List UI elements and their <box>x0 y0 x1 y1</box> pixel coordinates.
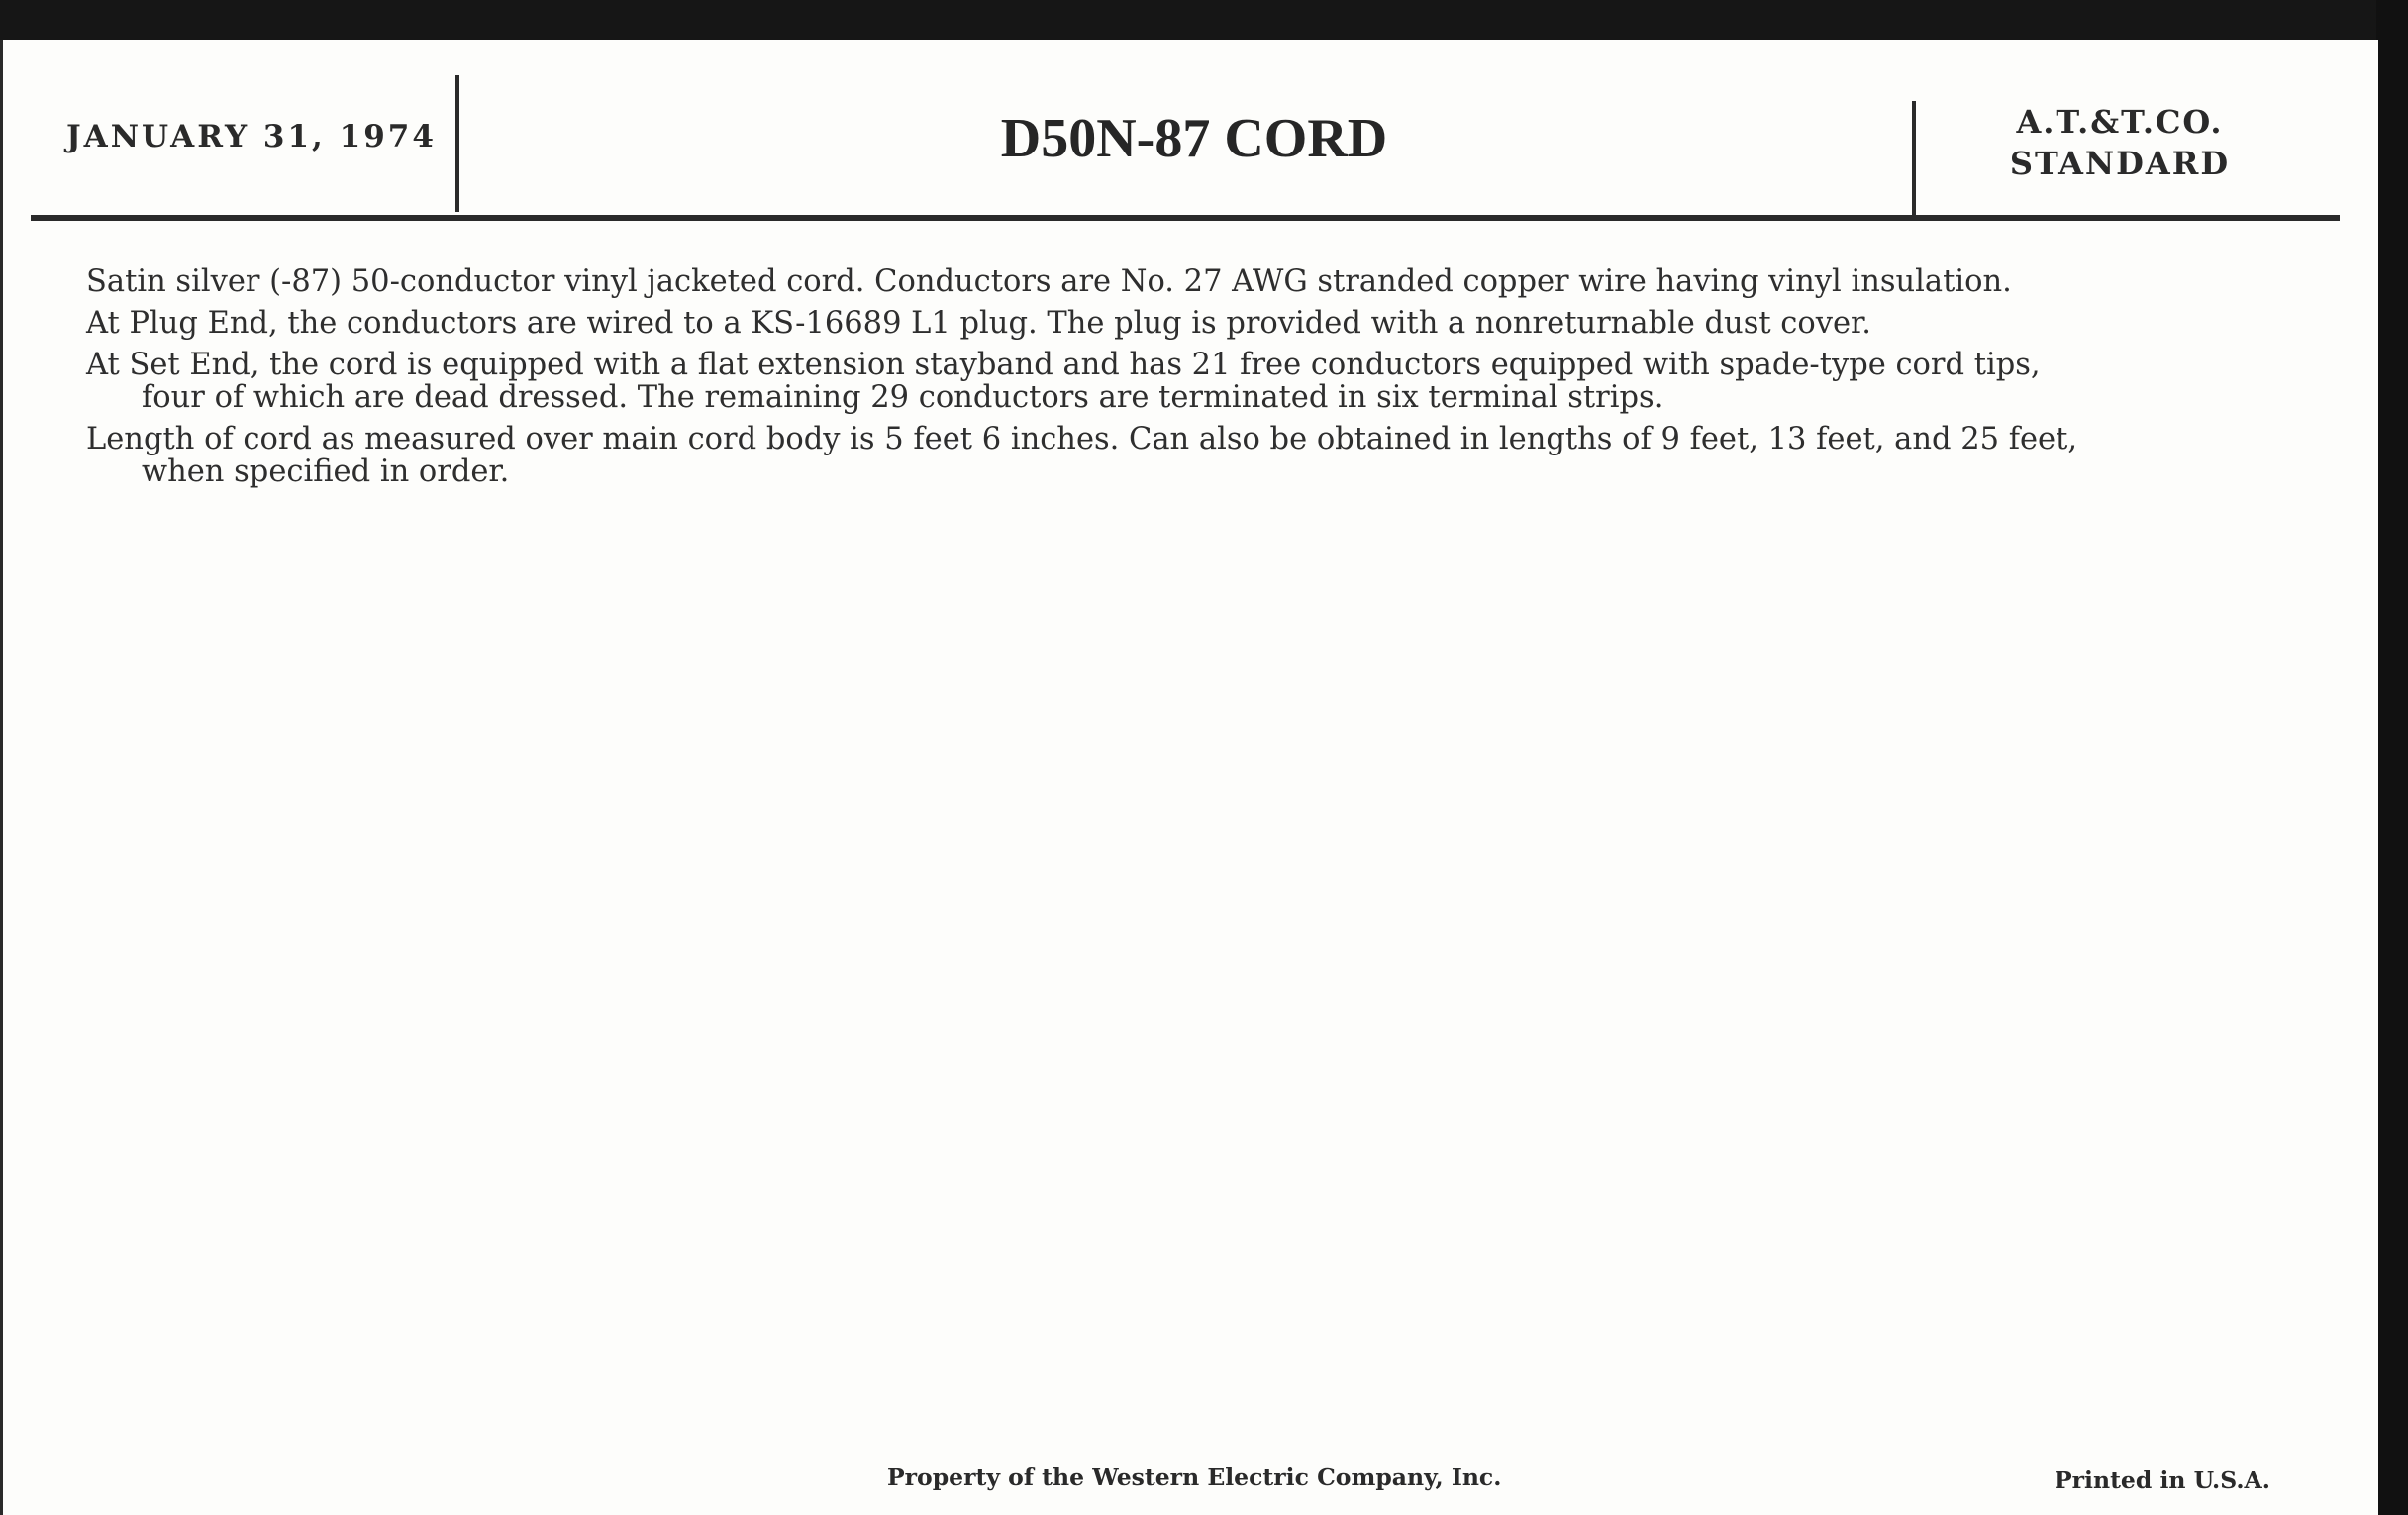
header-divider-left <box>455 75 459 212</box>
standard-label-line2: STANDARD <box>2009 145 2231 182</box>
paragraph-description: Satin silver (-87) 50-conductor vinyl jacketed cord. Conductors are No. 27 AWG stranded copper wire having vinyl insulation. <box>86 264 2012 299</box>
header-divider-right <box>1912 101 1916 218</box>
paragraph-set-end: At Set End, the cord is equipped with a flat extension stayband and has 21 free conductors equipped with spade-type cord tips, four of which are dead dressed. The remaining 29 conductors are terminated in six terminal strips. <box>86 348 2041 415</box>
specification-card <box>0 40 2378 1515</box>
card-body <box>86 265 2294 497</box>
paragraph-length: Length of cord as measured over main cord body is 5 feet 6 inches. Can also be obtained in lengths of 9 feet, 13 feet, and 25 feet, when specified in order. <box>86 422 2078 489</box>
scan-right-border <box>2376 0 2408 1515</box>
paragraph-plug-end: At Plug End, the conductors are wired to a KS-16689 L1 plug. The plug is provided with a nonreturnable dust cover. <box>86 306 1871 341</box>
standard-label-line1: A.T.&T.CO. <box>2016 103 2224 141</box>
footer-property-notice: Property of the Western Electric Company, Inc. <box>887 1464 1502 1491</box>
standard-label <box>1942 101 2298 184</box>
header-rule <box>31 215 2340 221</box>
footer-printed-notice: Printed in U.S.A. <box>2055 1466 2270 1494</box>
issue-date: JANUARY 31, 1974 <box>66 119 437 154</box>
card-header <box>31 40 2338 228</box>
card-title: D50N-87 CORD <box>1000 108 1388 169</box>
